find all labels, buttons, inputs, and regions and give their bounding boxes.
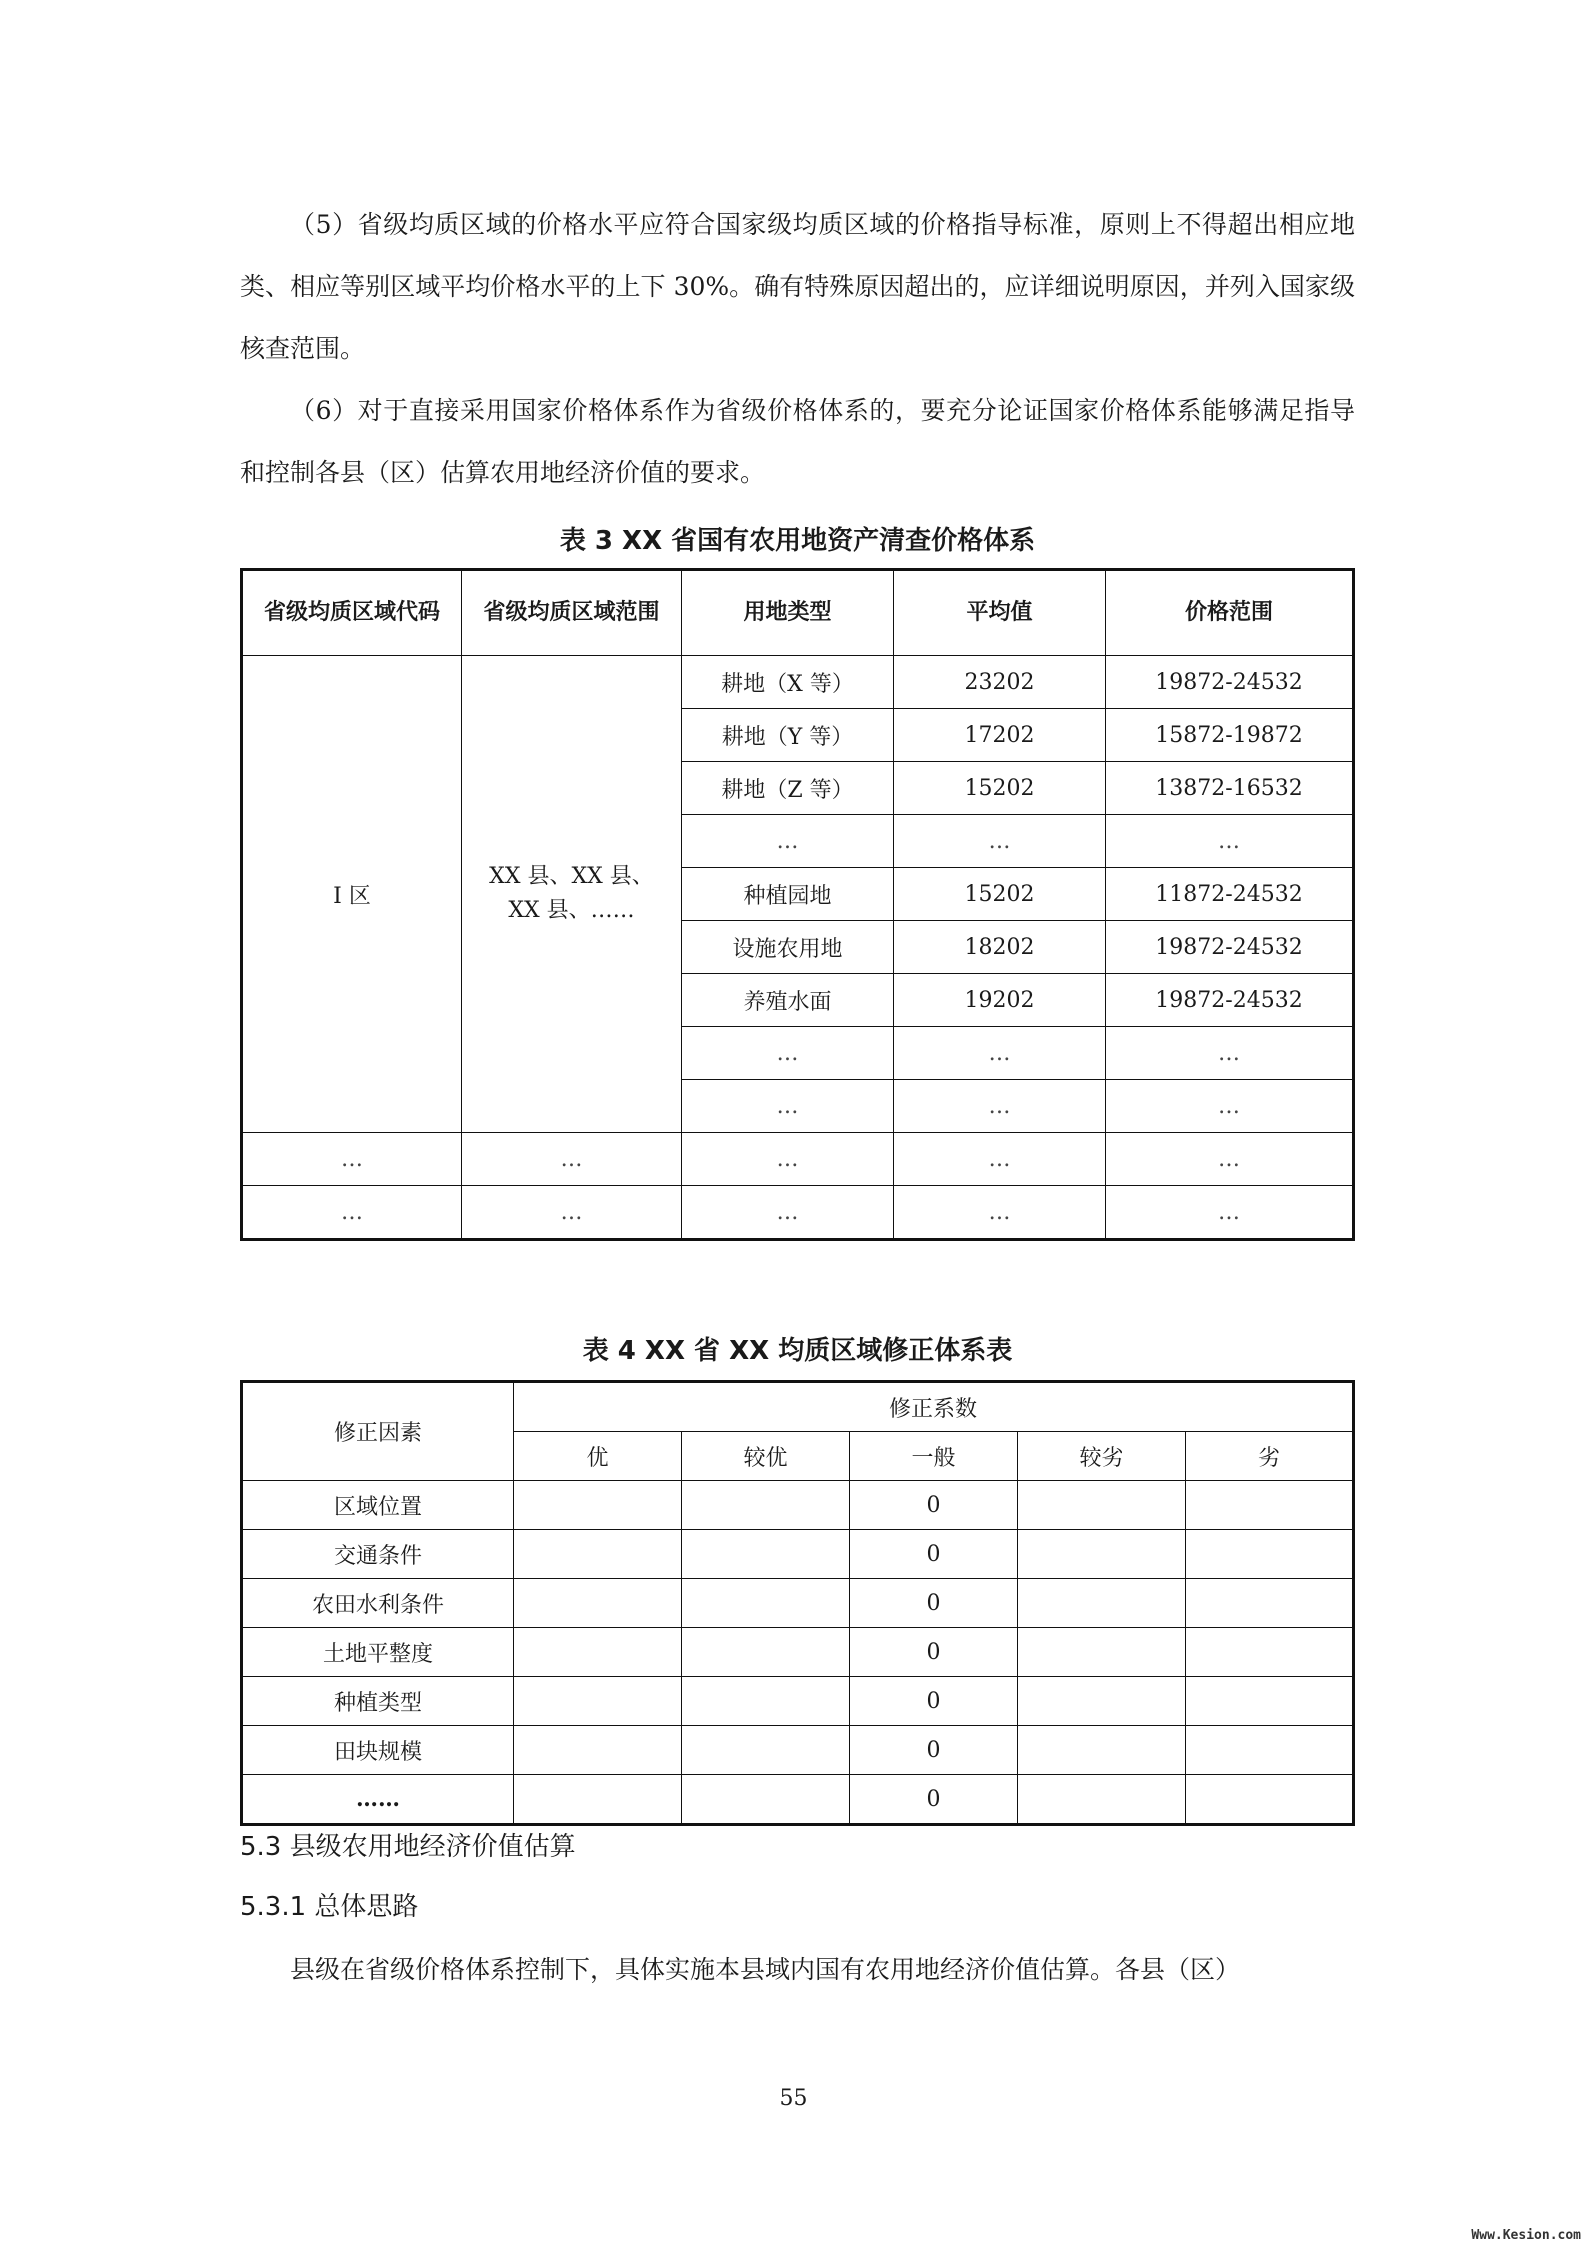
coef-cell — [514, 1530, 682, 1579]
ellipsis-cell: … — [462, 1186, 682, 1240]
factor-cell: 农田水利条件 — [242, 1579, 514, 1628]
table-row — [242, 1628, 1354, 1677]
land-type-cell: 养殖水面 — [682, 974, 894, 1027]
zone-range-line-1: XX 县、XX 县、 — [489, 864, 654, 889]
paragraph-county: 县级在省级价格体系控制下，具体实施本县域内国有农用地经济价值估算。各县（区） — [290, 1955, 1241, 1984]
ellipsis-cell: … — [1106, 1133, 1354, 1186]
average-cell: 17202 — [894, 709, 1106, 762]
land-type-cell: … — [682, 815, 894, 868]
range-cell: 13872-16532 — [1106, 762, 1354, 815]
average-cell: 15202 — [894, 868, 1106, 921]
table3-header-cell: 省级均质区域范围 — [462, 570, 682, 656]
table4 — [240, 1380, 1355, 1826]
table-row — [242, 1775, 1354, 1825]
coef-cell — [1018, 1726, 1186, 1775]
range-cell: 19872-24532 — [1106, 921, 1354, 974]
ellipsis-cell: … — [462, 1133, 682, 1186]
coef-cell: 0 — [850, 1628, 1018, 1677]
average-cell: … — [894, 815, 1106, 868]
section-heading-5-3: 5.3 县级农用地经济价值估算 — [240, 1832, 576, 1862]
coef-cell — [514, 1628, 682, 1677]
factor-cell: 区域位置 — [242, 1481, 514, 1530]
range-cell: 19872-24532 — [1106, 974, 1354, 1027]
factor-cell: …… — [242, 1775, 514, 1825]
coef-cell: 0 — [850, 1677, 1018, 1726]
table3-header-cell: 价格范围 — [1106, 570, 1354, 656]
land-type-cell: … — [682, 1027, 894, 1080]
table3-header-row — [242, 570, 1354, 656]
coef-cell — [514, 1775, 682, 1825]
factor-cell: 田块规模 — [242, 1726, 514, 1775]
average-cell: 23202 — [894, 656, 1106, 709]
coef-cell — [682, 1579, 850, 1628]
table-row — [242, 1133, 1354, 1186]
average-cell: 19202 — [894, 974, 1106, 1027]
coef-cell — [682, 1530, 850, 1579]
average-cell: … — [894, 1080, 1106, 1133]
coef-cell — [1018, 1579, 1186, 1628]
ellipsis-cell: … — [682, 1133, 894, 1186]
table-row — [242, 1726, 1354, 1775]
ellipsis-cell: … — [242, 1133, 462, 1186]
coef-cell — [1018, 1628, 1186, 1677]
table3 — [240, 568, 1355, 1241]
coef-cell — [1186, 1677, 1354, 1726]
coef-cell — [682, 1481, 850, 1530]
coef-cell: 0 — [850, 1530, 1018, 1579]
coef-cell — [682, 1628, 850, 1677]
ellipsis-cell: … — [682, 1186, 894, 1240]
table3-header-cell: 用地类型 — [682, 570, 894, 656]
table3-caption: 表 3 XX 省国有农用地资产清查价格体系 — [559, 526, 1036, 556]
table-row — [242, 1677, 1354, 1726]
table-row — [242, 1186, 1354, 1240]
coef-cell: 0 — [850, 1481, 1018, 1530]
grade-header: 一般 — [850, 1432, 1018, 1481]
table4-caption: 表 4 XX 省 XX 均质区域修正体系表 — [582, 1336, 1013, 1366]
coef-cell — [682, 1726, 850, 1775]
land-type-cell: 耕地（Z 等） — [682, 762, 894, 815]
coef-cell — [1018, 1677, 1186, 1726]
table-row — [242, 1481, 1354, 1530]
coef-cell — [514, 1481, 682, 1530]
factor-cell: 种植类型 — [242, 1677, 514, 1726]
land-type-cell: 耕地（X 等） — [682, 656, 894, 709]
section-heading-5-3-1: 5.3.1 总体思路 — [240, 1892, 419, 1922]
land-type-cell: 设施农用地 — [682, 921, 894, 974]
coef-cell: 0 — [850, 1579, 1018, 1628]
average-cell: 15202 — [894, 762, 1106, 815]
coef-cell — [514, 1579, 682, 1628]
range-cell: … — [1106, 815, 1354, 868]
paragraph-6: （6）对于直接采用国家价格体系作为省级价格体系的，要充分论证国家价格体系能够满足指导和控制各县（区）估算农用地经济价值的要求。 — [240, 396, 1355, 487]
range-cell: 11872-24532 — [1106, 868, 1354, 921]
coef-cell — [514, 1677, 682, 1726]
range-cell: 15872-19872 — [1106, 709, 1354, 762]
coef-cell: 0 — [850, 1726, 1018, 1775]
range-cell: … — [1106, 1080, 1354, 1133]
ellipsis-cell: … — [242, 1186, 462, 1240]
grade-header: 优 — [514, 1432, 682, 1481]
table-row — [242, 1530, 1354, 1579]
coef-cell — [514, 1726, 682, 1775]
coef-cell — [1186, 1530, 1354, 1579]
watermark: Www.Kesion.com — [1471, 2228, 1581, 2243]
coef-cell: 0 — [850, 1775, 1018, 1825]
zone-code-cell: I 区 — [242, 656, 462, 1133]
coef-cell — [682, 1775, 850, 1825]
coef-cell — [1186, 1726, 1354, 1775]
average-cell: 18202 — [894, 921, 1106, 974]
factor-cell: 交通条件 — [242, 1530, 514, 1579]
table3-header-cell: 省级均质区域代码 — [242, 570, 462, 656]
table4-header-row — [242, 1382, 1354, 1432]
range-cell: … — [1106, 1027, 1354, 1080]
coef-cell — [1186, 1481, 1354, 1530]
land-type-cell: 耕地（Y 等） — [682, 709, 894, 762]
coefficient-header: 修正系数 — [514, 1382, 1354, 1432]
ellipsis-cell: … — [894, 1186, 1106, 1240]
table-row — [242, 1579, 1354, 1628]
grade-header: 较优 — [682, 1432, 850, 1481]
ellipsis-cell: … — [894, 1133, 1106, 1186]
coef-cell — [1186, 1628, 1354, 1677]
zone-range-cell — [462, 656, 682, 1133]
table3-header-cell: 平均值 — [894, 570, 1106, 656]
coef-cell — [682, 1677, 850, 1726]
page-number: 55 — [779, 2086, 808, 2111]
land-type-cell: 种植园地 — [682, 868, 894, 921]
coef-cell — [1018, 1481, 1186, 1530]
factor-header: 修正因素 — [242, 1382, 514, 1481]
land-type-cell: … — [682, 1080, 894, 1133]
ellipsis-cell: … — [1106, 1186, 1354, 1240]
coef-cell — [1018, 1530, 1186, 1579]
grade-header: 劣 — [1186, 1432, 1354, 1481]
coef-cell — [1018, 1775, 1186, 1825]
average-cell: … — [894, 1027, 1106, 1080]
coef-cell — [1186, 1775, 1354, 1825]
factor-cell: 土地平整度 — [242, 1628, 514, 1677]
grade-header: 较劣 — [1018, 1432, 1186, 1481]
table-row — [242, 656, 1354, 709]
range-cell: 19872-24532 — [1106, 656, 1354, 709]
paragraph-5: （5）省级均质区域的价格水平应符合国家级均质区域的价格指导标准，原则上不得超出相应地类、相应等别区域平均价格水平的上下 30%。确有特殊原因超出的，应详细说明原因，并列入国家级核查范围。 — [240, 210, 1355, 363]
zone-range-line-2: XX 县、…… — [508, 898, 635, 923]
coef-cell — [1186, 1579, 1354, 1628]
